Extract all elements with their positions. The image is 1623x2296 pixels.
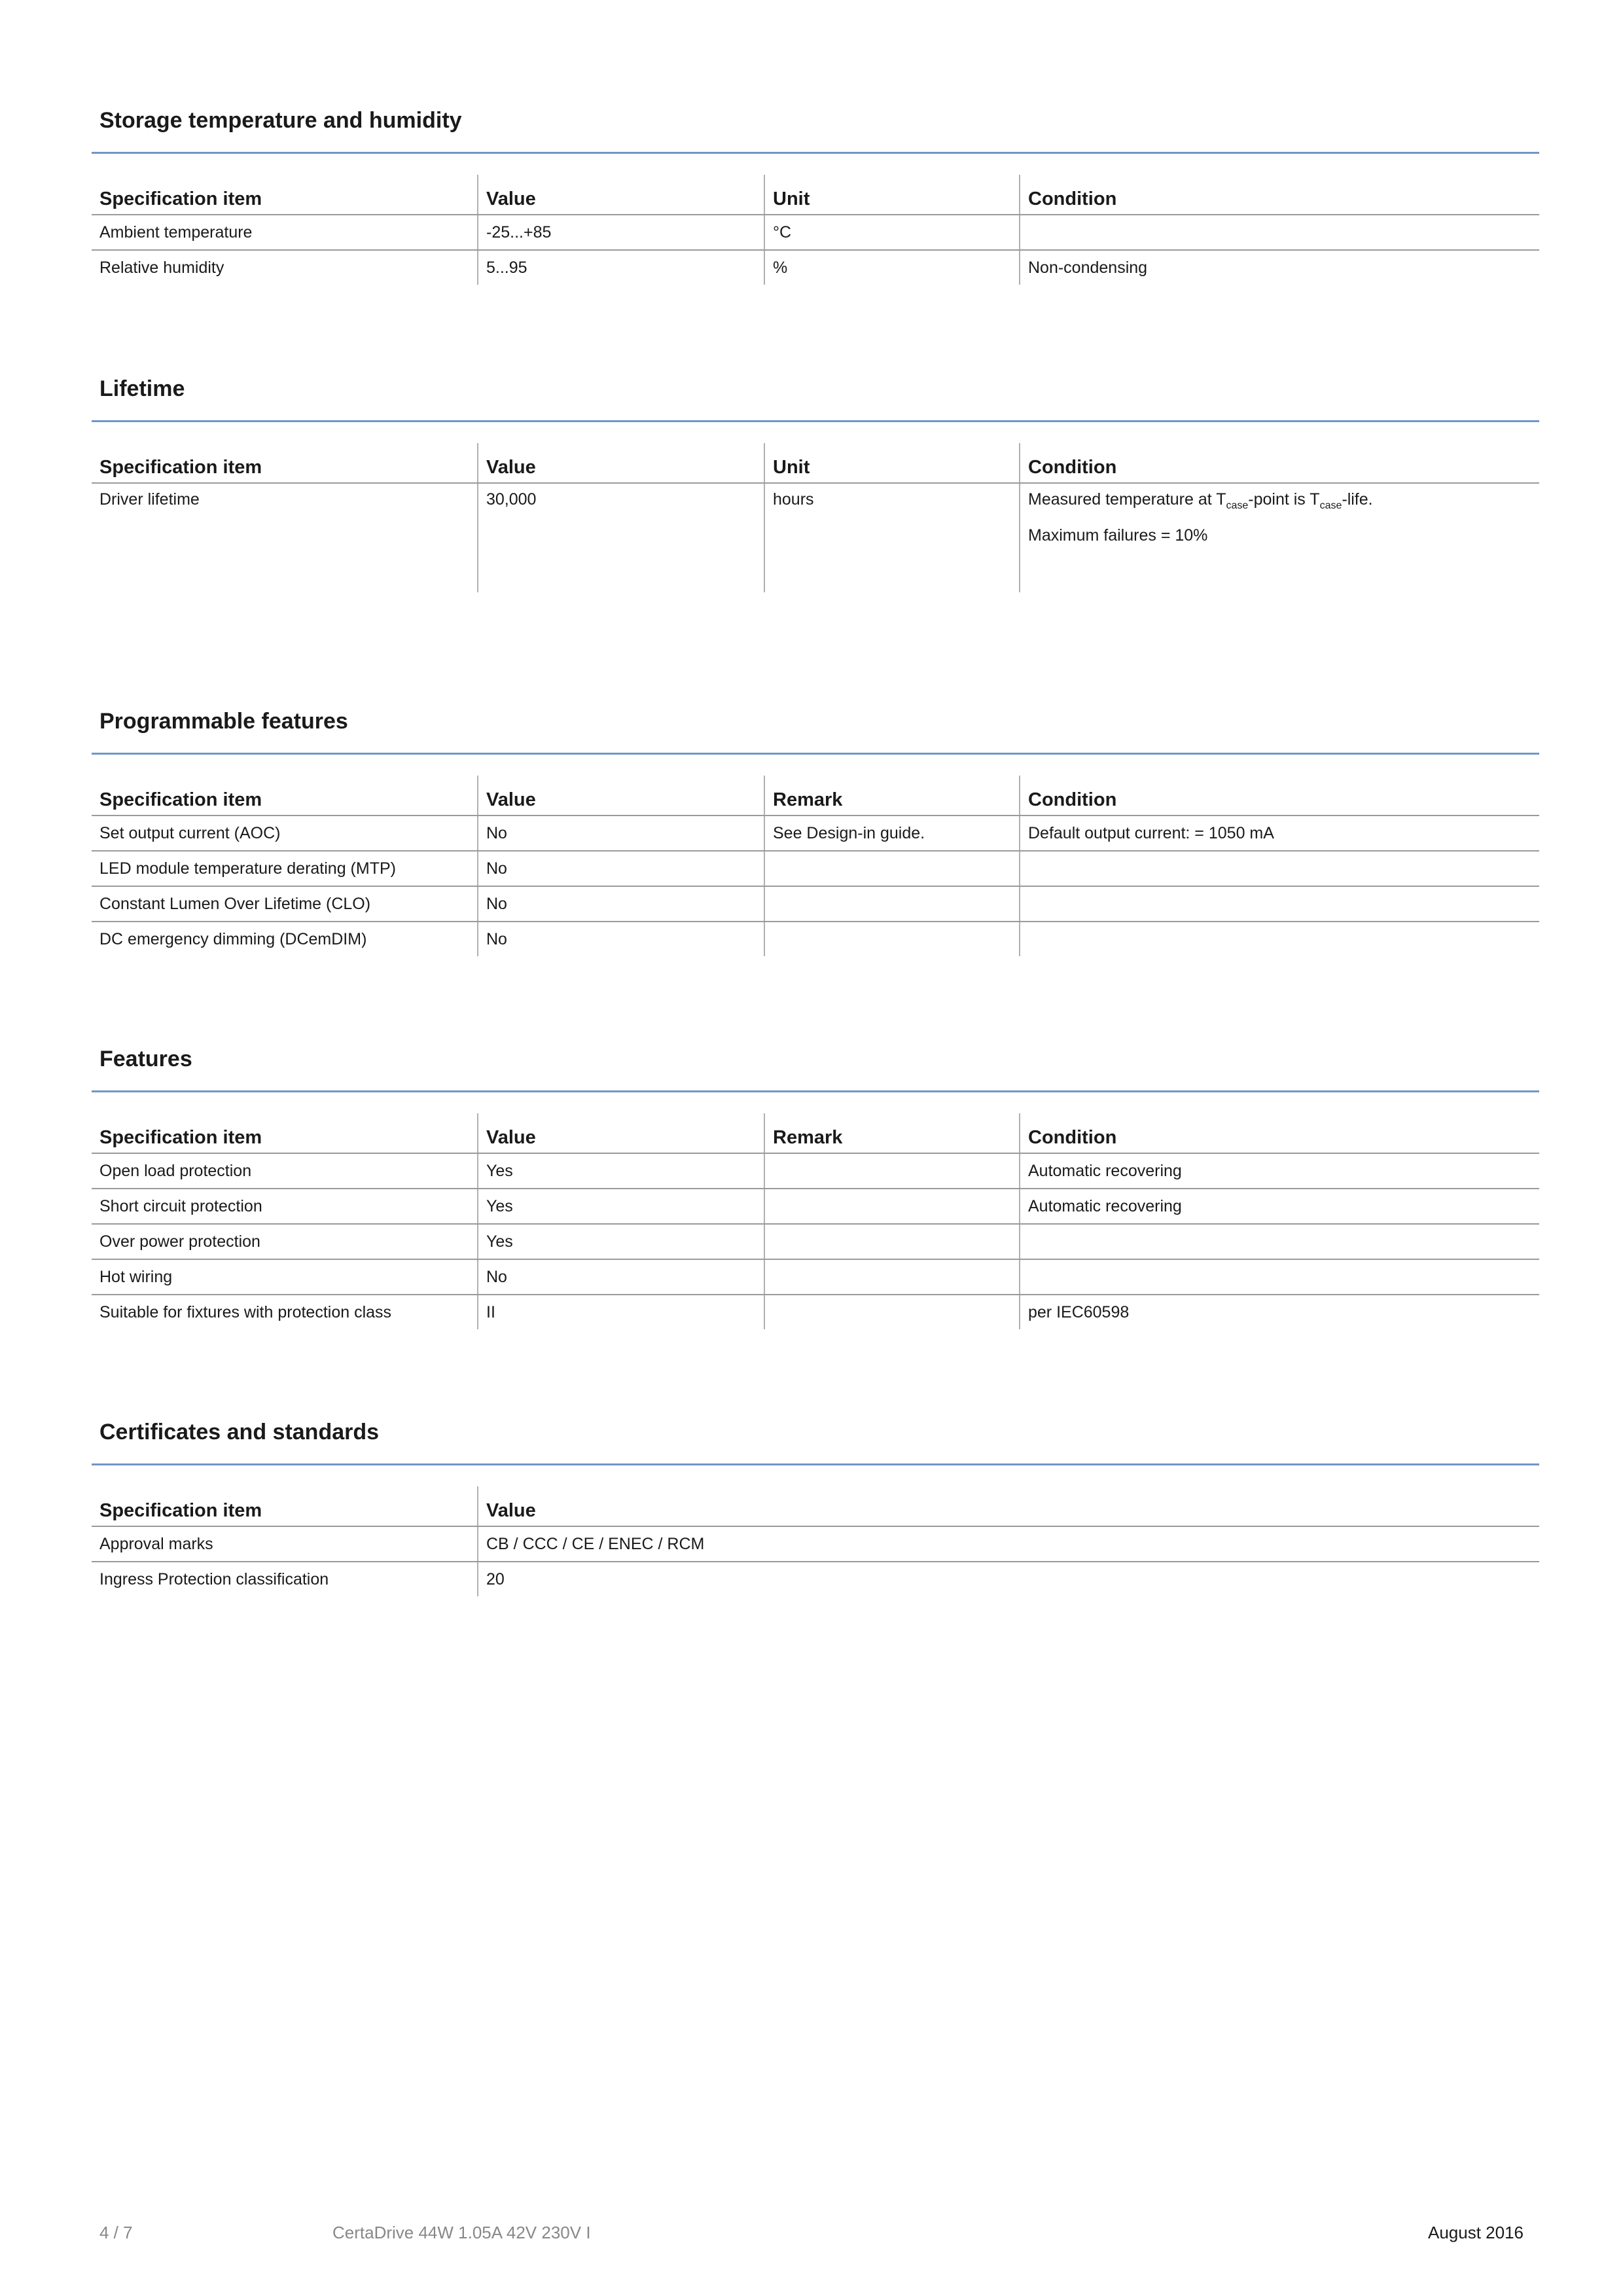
table-cell: hours (764, 483, 1020, 592)
table-cell: per IEC60598 (1020, 1295, 1539, 1329)
column-header: Specification item (92, 1113, 478, 1153)
table-cell: No (478, 851, 764, 886)
table-row (92, 250, 1539, 285)
column-header: Value (478, 1113, 764, 1153)
section-programmable-features (92, 706, 1539, 956)
table-cell: Ingress Protection classification (99, 1570, 329, 1588)
table-cell: Ambient temperature (92, 215, 478, 250)
table-cell: Yes (478, 1189, 764, 1224)
table-cell: °C (764, 215, 1020, 250)
table-cell (1020, 851, 1539, 886)
section-lifetime (92, 373, 1539, 592)
condition-prefix: Measured temperature at T (1028, 490, 1226, 509)
column-header: Remark (764, 1113, 1020, 1153)
section-title: Certificates and standards (99, 1420, 380, 1444)
section-divider (92, 1090, 1539, 1092)
page-number: 4 / 7 (99, 2223, 133, 2242)
table-row (92, 816, 1539, 851)
table-cell: Relative humidity (99, 258, 224, 277)
table-cell (1020, 1224, 1539, 1259)
section-divider (92, 753, 1539, 755)
table-cell: 5...95 (478, 250, 764, 285)
column-header: Condition (1020, 443, 1539, 483)
table-row (92, 922, 1539, 956)
table-row (92, 851, 1539, 886)
column-header: Condition (1020, 776, 1539, 816)
section-title: Features (99, 1047, 192, 1071)
table-cell: Short circuit protection (92, 1189, 478, 1224)
column-header: Value (478, 175, 764, 215)
column-header: Condition (1020, 1113, 1539, 1153)
table-header-row (92, 776, 1539, 816)
condition-subscript: case (1319, 500, 1342, 511)
table-row (92, 1153, 1539, 1189)
table-cell: No (478, 922, 764, 956)
condition-subscript: case (1226, 500, 1249, 511)
table-cell: Automatic recovering (1020, 1153, 1539, 1189)
section-certificates (92, 1416, 1539, 1596)
column-header: Condition (1020, 175, 1539, 215)
table-cell: Suitable for fixtures with protection class (99, 1302, 392, 1321)
table-cell: See Design-in guide. (764, 816, 1020, 851)
table-cell (764, 1224, 1020, 1259)
table-cell (764, 1259, 1020, 1295)
section-divider (92, 152, 1539, 154)
table-cell: No (478, 886, 764, 922)
table-cell: % (764, 250, 1020, 285)
spec-table-features (92, 1113, 1539, 1329)
table-cell: -25...+85 (478, 215, 764, 250)
column-header: Specification item (92, 175, 478, 215)
table-cell (764, 1189, 1020, 1224)
table-cell (1020, 886, 1539, 922)
table-cell: Open load protection (92, 1153, 478, 1189)
section-divider (92, 1463, 1539, 1465)
table-cell: Hot wiring (92, 1259, 478, 1295)
table-cell (764, 851, 1020, 886)
table-cell (764, 1153, 1020, 1189)
table-cell: Set output current (AOC) (92, 816, 478, 851)
table-cell (1020, 1259, 1539, 1295)
section-title: Storage temperature and humidity (99, 108, 462, 133)
condition-text (1028, 490, 1373, 509)
table-row (92, 1259, 1539, 1295)
column-header: Value (478, 1486, 1539, 1526)
table-cell: Over power protection (92, 1224, 478, 1259)
spec-table-programmable (92, 776, 1539, 956)
condition-mid: -point is T (1248, 490, 1320, 509)
section-features (92, 1043, 1539, 1329)
table-row (92, 1295, 1539, 1329)
table-header-row (92, 443, 1539, 483)
table-cell: 30,000 (478, 483, 764, 592)
section-storage (92, 105, 1539, 285)
table-row (92, 886, 1539, 922)
table-cell: Yes (478, 1224, 764, 1259)
table-row (92, 483, 1539, 592)
table-cell: Yes (478, 1153, 764, 1189)
column-header: Value (478, 776, 764, 816)
table-cell: No (478, 1259, 764, 1295)
table-row (92, 1189, 1539, 1224)
table-cell: 20 (478, 1562, 1539, 1596)
table-row (92, 1562, 1539, 1596)
table-cell: Approval marks (92, 1526, 478, 1562)
table-cell: No (478, 816, 764, 851)
column-header: Specification item (92, 443, 478, 483)
table-header-row (92, 1486, 1539, 1526)
column-header: Remark (764, 776, 1020, 816)
column-header: Specification item (92, 1486, 478, 1526)
table-cell (1020, 215, 1539, 250)
condition-line2: Maximum failures = 10% (1028, 526, 1208, 545)
spec-table-storage (92, 175, 1539, 285)
section-divider (92, 420, 1539, 422)
table-cell: Default output current: = 1050 mA (1020, 816, 1539, 851)
spec-table-certificates (92, 1486, 1539, 1596)
product-name: CertaDrive 44W 1.05A 42V 230V I (332, 2223, 591, 2242)
table-row (92, 1526, 1539, 1562)
table-cell (1020, 483, 1539, 592)
table-header-row (92, 1113, 1539, 1153)
table-cell (764, 1295, 1020, 1329)
table-cell (764, 886, 1020, 922)
spec-table-lifetime (92, 443, 1539, 592)
table-header-row (92, 175, 1539, 215)
table-cell: II (478, 1295, 764, 1329)
section-title: Lifetime (99, 376, 185, 401)
column-header: Unit (764, 175, 1020, 215)
table-cell: CB / CCC / CE / ENEC / RCM (478, 1526, 1539, 1562)
table-cell: LED module temperature derating (MTP) (92, 851, 478, 886)
table-cell: Driver lifetime (99, 490, 200, 509)
section-title: Programmable features (99, 709, 348, 734)
column-header: Value (478, 443, 764, 483)
document-date: August 2016 (1427, 2223, 1524, 2242)
table-row (92, 1224, 1539, 1259)
table-cell: Constant Lumen Over Lifetime (CLO) (92, 886, 478, 922)
table-cell: DC emergency dimming (DCemDIM) (99, 929, 367, 948)
table-row (92, 215, 1539, 250)
column-header: Unit (764, 443, 1020, 483)
page-footer (99, 2223, 1539, 2249)
table-cell (764, 922, 1020, 956)
table-cell (1020, 922, 1539, 956)
condition-suffix: -life. (1342, 490, 1373, 509)
table-cell: Non-condensing (1020, 250, 1539, 285)
table-cell: Automatic recovering (1020, 1189, 1539, 1224)
column-header: Specification item (92, 776, 478, 816)
